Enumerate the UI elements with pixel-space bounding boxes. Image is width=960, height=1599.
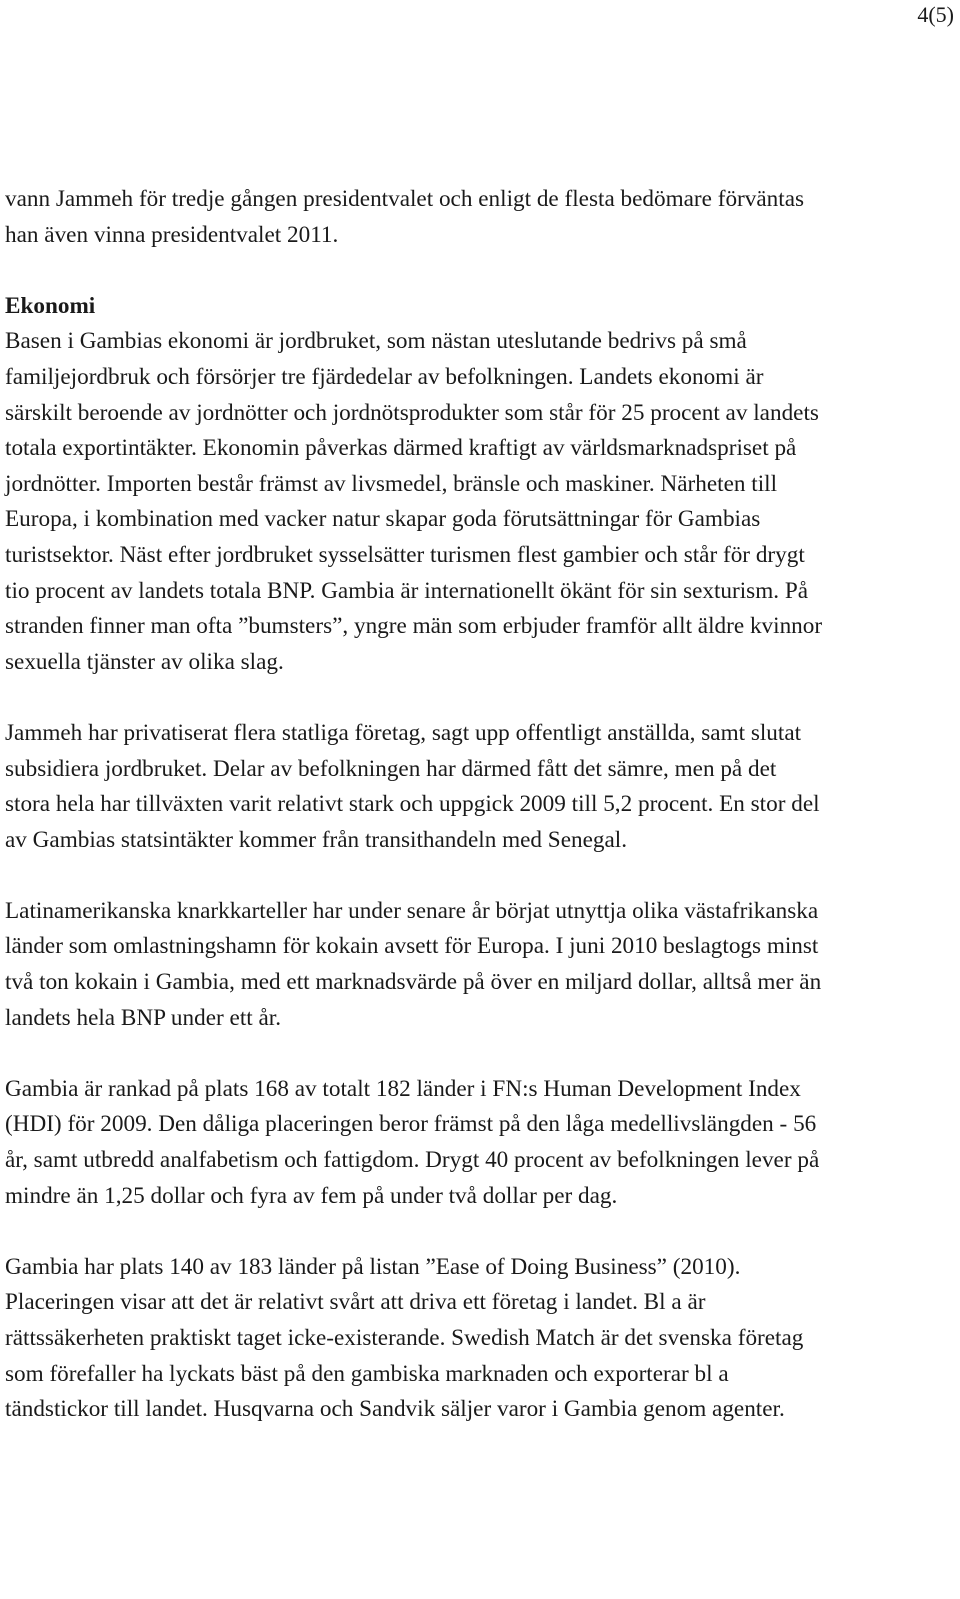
paragraph-privatization: Jammeh har privatiserat flera statliga företag, sagt upp offentligt anställda, samt slutat subsidiera jordbruket. Delar av befolkningen har därmed fått det sämre, men på det stora hela har tillväxten varit relativt stark och uppgick 2009 till 5,2 procent. En stor del av Gambias statsintäkter kommer från transithandeln med Senegal. — [5, 719, 820, 853]
paragraph-economy: Basen i Gambias ekonomi är jordbruket, som nästan uteslutande bedrivs på små familjejordbruk och försörjer tre fjärdedelar av befolkningen. Landets ekonomi är särskilt beroende av jordnötter och jordnötsprodukter som står för 25 procent av landets totala exportintäkter. Ekonomin påverkas därmed kraftigt av världsmarknadspriset på jordnötter. Importen består främst av livsmedel, bränsle och maskiner. Närheten till Europa, i kombination med vacker natur skapar goda förutsättningar för Gambias turistsektor. Näst efter jordbruket sysselsätter turismen flest gambier och står för drygt tio procent av landets totala BNP. Gambia är internationellt ökänt för sin sexturism. På stranden finner man ofta ”bumsters”, yngre män som erbjuder framför allt äldre kvinnor sexuella tjänster av olika slag. — [5, 328, 823, 675]
section-heading-economy: Ekonomi — [5, 292, 96, 319]
section-economy — [5, 289, 825, 681]
paragraph-intro: vann Jammeh för tredje gången presidentvalet och enligt de flesta bedömare förväntas han även vinna presidentvalet 2011. — [5, 186, 805, 248]
page-number: 4(5) — [917, 2, 954, 27]
paragraph-hdi: Gambia är rankad på plats 168 av totalt 182 länder i FN:s Human Development Index (HDI) för 2009. Den dåliga placeringen beror främst på den låga medellivslängden - 56 år, samt utbredd analfabetism och fattigdom. Drygt 40 procent av befolkningen lever på mindre än 1,25 dollar och fyra av fem på under två dollar per dag. — [5, 1075, 820, 1209]
document-body — [5, 182, 825, 1428]
paragraph-cartels: Latinamerikanska knarkkarteller har under senare år börjat utnyttja olika västafrikanska länder som omlastningshamn för kokain avsett för Europa. I juni 2010 beslagtogs minst två ton kokain i Gambia, med ett marknadsvärde på över en miljard dollar, alltså mer än landets hela BNP under ett år. — [5, 897, 822, 1031]
paragraph-business: Gambia har plats 140 av 183 länder på listan ”Ease of Doing Business” (2010). Placeringen visar att det är relativt svårt att driva ett företag i landet. Bl a är rättssäkerheten praktiskt taget icke-existerande. Swedish Match är det svenska företag som förefaller ha lyckats bäst på den gambiska marknaden och exporterar bl a tändstickor till landet. Husqvarna och Sandvik säljer varor i Gambia genom agenter. — [5, 1253, 804, 1423]
